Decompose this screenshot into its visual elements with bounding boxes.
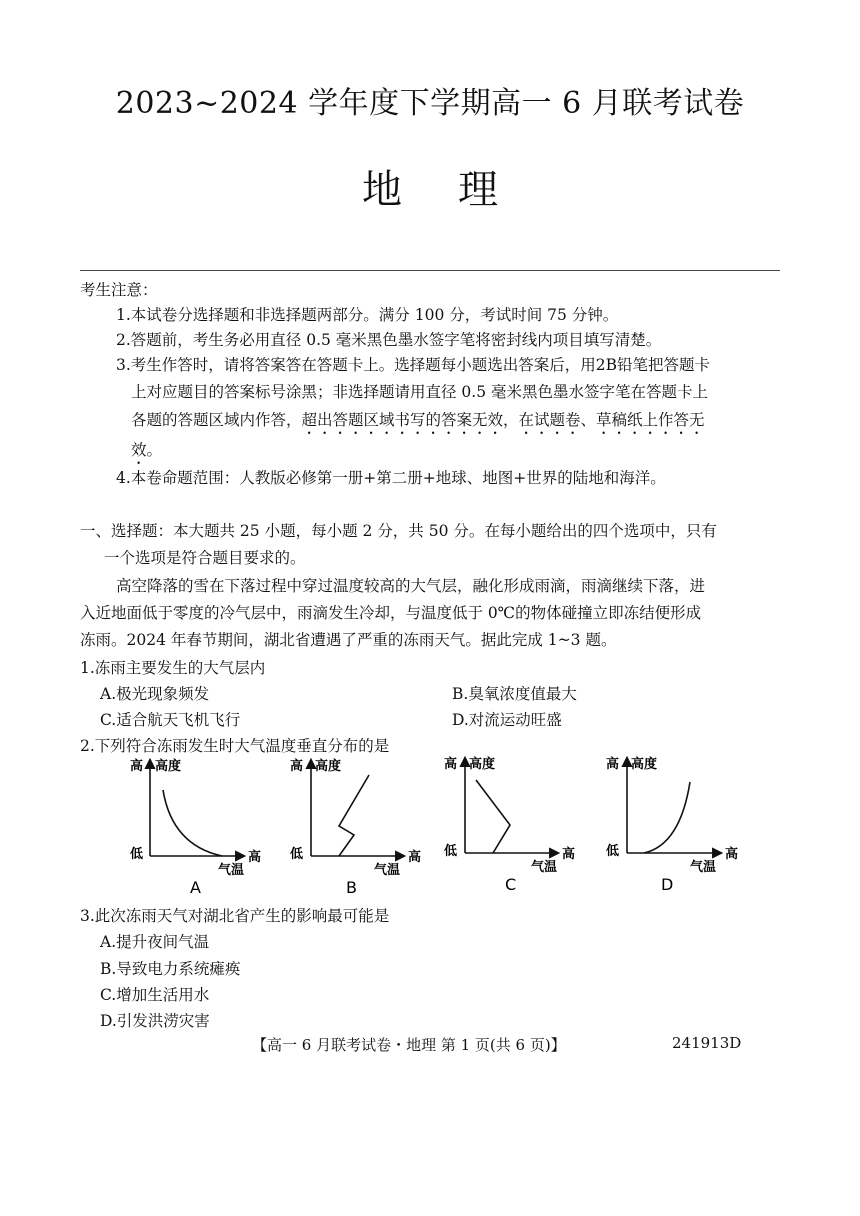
q3-option-b: B.导致电力系统瘫痪 <box>100 960 241 978</box>
exam-title: 2023~2024 学年度下学期高一 6 月联考试卷 <box>115 86 745 121</box>
header-divider <box>80 270 780 271</box>
notice-heading: 考生注意： <box>80 281 158 299</box>
footer-code: 241913D <box>672 1034 742 1052</box>
caption-d: D <box>661 875 674 894</box>
q2-graph-d <box>606 756 738 894</box>
y-low-label: 低 <box>444 844 458 859</box>
q1-stem: 1.冻雨主要发生的大气层内 <box>80 659 266 677</box>
section-heading-line-2: 一个选项是符合题目要求的。 <box>104 549 306 567</box>
x-high-label: 高 <box>725 847 739 862</box>
y-high-label: 高 <box>290 759 304 774</box>
notice-item-3-line-2: 上对应题目的答案标号涂黑；非选择题请用直径 0.5 毫米黑色墨水签字笔在答题卡上 <box>131 383 709 401</box>
x-axis-label: 气温 <box>531 860 558 875</box>
notice-item-3-text: 各题的答题区域内作答， <box>131 411 302 429</box>
notice-item-1: 1.本试卷分选择题和非选择题两部分。满分 100 分，考试时间 75 分钟。 <box>116 306 619 324</box>
q1-option-c: C.适合航天飞机飞行 <box>100 711 241 729</box>
notice-item-3-line-4: 效。 <box>131 441 163 459</box>
temperature-curve-c <box>476 780 510 853</box>
footer-page-info: 【高一 6 月联考试卷・地理 第 1 页(共 6 页)】 <box>252 1036 566 1054</box>
subject-char-2: 理 <box>458 167 498 213</box>
y-low-label: 低 <box>290 847 304 862</box>
caption-b: B <box>346 878 357 897</box>
x-axis-label: 气温 <box>218 863 245 878</box>
x-high-label: 高 <box>248 850 262 865</box>
notice-item-3-line-1: 3.考生作答时，请将答案答在答题卡上。选择题每小题选出答案后，用2B铅笔把答题卡 <box>116 356 711 374</box>
y-axis-label: 高度 <box>631 757 658 772</box>
temperature-curve-a <box>163 790 222 856</box>
caption-a: A <box>190 878 201 897</box>
q2-graph-a <box>130 758 261 897</box>
x-high-label: 高 <box>408 850 422 865</box>
y-high-label: 高 <box>444 757 458 772</box>
passage-line-1: 高空降落的雪在下落过程中穿过温度较高的大气层，融化形成雨滴，雨滴继续下落，进 <box>116 577 706 595</box>
y-axis-label: 高度 <box>469 757 496 772</box>
q2-graph-b <box>290 758 421 897</box>
q1-option-a: A.极光现象频发 <box>100 685 210 703</box>
section-heading-line-1: 一、选择题：本大题共 25 小题，每小题 2 分，共 50 分。在每小题给出的四个选项中，只有 <box>80 522 717 540</box>
caption-c: C <box>505 875 517 894</box>
q2-stem: 2.下列符合冻雨发生时大气温度垂直分布的是 <box>80 737 390 755</box>
q3-option-a: A.提升夜间气温 <box>100 933 210 951</box>
x-high-label: 高 <box>562 847 576 862</box>
passage-line-3: 冻雨。2024 年春节期间，湖北省遭遇了严重的冻雨天气。据此完成 1~3 题。 <box>80 631 617 649</box>
q3-option-d: D.引发洪涝灾害 <box>100 1012 210 1030</box>
notice-item-3-emphasis: 超出答题区域书写的答案无效，在试题卷、草稿纸上作答无 <box>301 411 705 429</box>
q3-option-c: C.增加生活用水 <box>100 986 210 1004</box>
y-low-label: 低 <box>130 847 144 862</box>
y-high-label: 高 <box>130 759 144 774</box>
y-axis-label: 高度 <box>315 759 342 774</box>
subject-title <box>0 158 860 215</box>
temperature-curve-d <box>644 782 690 853</box>
notice-item-2: 2.答题前，考生务必用直径 0.5 毫米黑色墨水签字笔将密封线内项目填写清楚。 <box>116 331 662 349</box>
notice-item-3-line-3 <box>131 408 705 438</box>
q2-figures <box>0 750 860 900</box>
q2-graph-c <box>444 756 575 894</box>
y-low-label: 低 <box>606 844 620 859</box>
temperature-curve-b <box>339 775 369 856</box>
x-axis-label: 气温 <box>690 860 717 875</box>
q1-option-b: B.臭氧浓度值最大 <box>452 685 577 703</box>
passage-line-2: 入近地面低于零度的冷气层中，雨滴发生冷却，与温度低于 0℃的物体碰撞立即冻结便形成 <box>80 604 702 622</box>
y-axis-label: 高度 <box>155 759 182 774</box>
q1-option-d: D.对流运动旺盛 <box>452 711 562 729</box>
subject-char-1: 地 <box>362 167 402 213</box>
x-axis-label: 气温 <box>374 863 401 878</box>
notice-item-4: 4.本卷命题范围：人教版必修第一册+第二册+地球、地图+世界的陆地和海洋。 <box>116 469 666 487</box>
y-high-label: 高 <box>606 757 620 772</box>
q3-stem: 3.此次冻雨天气对湖北省产生的影响最可能是 <box>80 907 390 925</box>
